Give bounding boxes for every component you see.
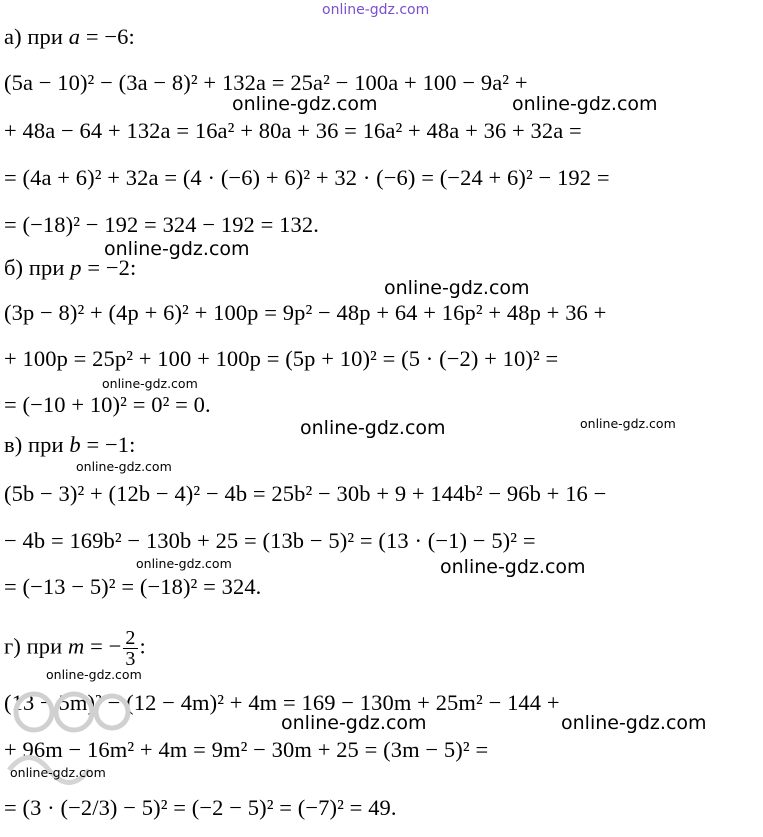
part-v-line-2: − 4b = 169b² − 130b + 25 = (13b − 5)² = (13 · (−1) − 5)² =: [4, 528, 536, 553]
part-a-line-4: = (−18)² − 192 = 324 − 192 = 132.: [4, 212, 319, 237]
part-a-header: а) при a = −6:: [4, 24, 135, 49]
part-a-line-1: (5a − 10)² − (3a − 8)² + 132a = 25a² − 100a + 100 − 9a² +: [4, 70, 528, 95]
part-a-line-2: + 48a − 64 + 132a = 16a² + 80a + 36 = 16a² + 48a + 36 + 32a =: [4, 118, 582, 143]
watermark-large: online-gdz.com: [300, 417, 446, 439]
watermark-small: online-gdz.com: [136, 556, 232, 571]
watermark-large: online-gdz.com: [232, 93, 378, 115]
part-v-line-3: = (−13 − 5)² = (−18)² = 324.: [4, 574, 262, 599]
part-v-header: в) при b = −1:: [4, 432, 136, 457]
watermark-large: online-gdz.com: [561, 712, 707, 734]
watermark-large: online-gdz.com: [384, 277, 530, 299]
part-b-header: б) при p = −2:: [4, 255, 137, 280]
watermark-large: online-gdz.com: [440, 556, 586, 578]
part-a-line-3: = (4a + 6)² + 32a = (4 · (−6) + 6)² + 32 · (−6) = (−24 + 6)² − 192 =: [4, 165, 610, 190]
watermark-small: online-gdz.com: [46, 667, 142, 682]
part-g-header: г) при m = − $\frac{2}{3}$ :: [4, 627, 146, 670]
watermark-small: online-gdz.com: [102, 376, 198, 391]
fraction: $\frac{2}{3}$: [125, 627, 136, 670]
watermark-small: online-gdz.com: [76, 459, 172, 474]
part-b-line-1: (3p − 8)² + (4p + 6)² + 100p = 9p² − 48p + 64 + 16p² + 48p + 36 +: [4, 300, 607, 325]
watermark-large: online-gdz.com: [104, 238, 250, 260]
part-b-line-3: = (−10 + 10)² = 0² = 0.: [4, 392, 211, 417]
part-g-line-1: (13 − 5m)² − (12 − 4m)² + 4m = 169 − 130m + 25m² − 144 +: [4, 690, 560, 715]
part-b-line-2: + 100p = 25p² + 100 + 100p = (5p + 10)² = (5 · (−2) + 10)² =: [4, 346, 559, 371]
watermark-large: online-gdz.com: [512, 93, 658, 115]
watermark-large: online-gdz.com: [281, 712, 427, 734]
gdz-logo-icon: [4, 690, 134, 800]
part-v-line-1: (5b − 3)² + (12b − 4)² − 4b = 25b² − 30b + 9 + 144b² − 96b + 16 −: [4, 481, 607, 506]
watermark-top: online-gdz.com: [322, 2, 430, 18]
part-g-line-2: + 96m − 16m² + 4m = 9m² − 30m + 25 = (3m − 5)² =: [4, 737, 489, 762]
part-g-line-3: = (3 · (−2/3) − 5)² = (−2 − 5)² = (−7)² = 49.: [4, 795, 397, 820]
watermark-small: online-gdz.com: [10, 765, 106, 780]
watermark-small: online-gdz.com: [580, 416, 676, 431]
